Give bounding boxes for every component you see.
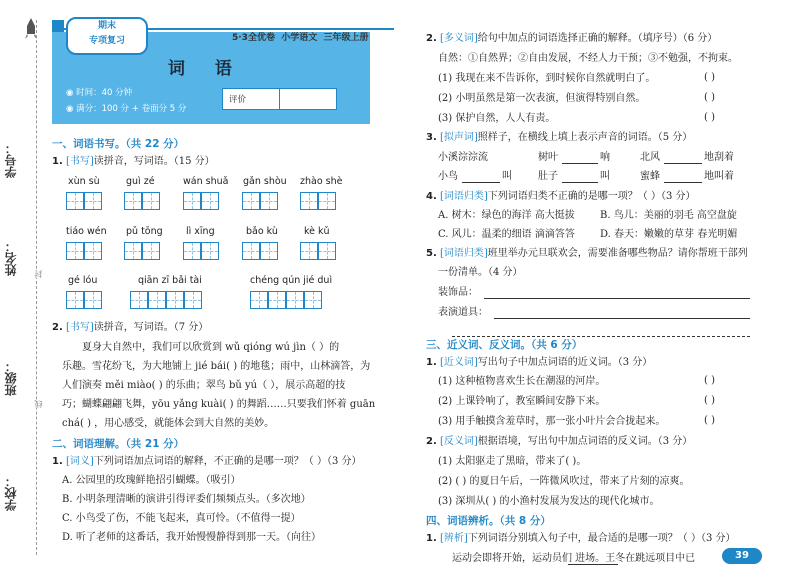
paragraph-line-5: chá( ) ，用心感受，就能体会到大自然的美妙。 <box>62 418 275 429</box>
pinyin-8: lì xīng <box>186 226 215 237</box>
answer-paren-1[interactable]: ( ) <box>704 72 715 83</box>
blank-5[interactable] <box>664 182 702 183</box>
pinyin-6: tiáo wén <box>66 226 107 237</box>
option-a: A. 公园里的玫瑰鲜艳招引蝴蝶。（吸引） <box>62 475 241 486</box>
blank-1[interactable] <box>562 163 598 164</box>
school-label: 学校： <box>4 475 18 511</box>
s3q2-s2: (2) ( ) 的夏日午后，一阵微风吹过，带来了片刻的凉爽。 <box>438 476 690 487</box>
s3q1-s1: (1) 这种植物喜欢生长在潮湿的河岸。 <box>438 376 606 387</box>
s3q1-s2: (2) 上课铃响了，教室瞬间安静下来。 <box>438 396 606 407</box>
ribbon-line1: 期末 <box>97 21 116 31</box>
ribbon-line2: 专项复习 <box>88 36 125 46</box>
answer-paren-2[interactable]: ( ) <box>704 92 715 103</box>
blank-2[interactable] <box>664 163 702 164</box>
option-d: D. 听了老师的这番话，我开始慢慢静得到那一天。（向往） <box>62 532 322 543</box>
blank-6[interactable] <box>568 564 618 565</box>
rocket-icon <box>25 18 37 40</box>
binding-sidebar <box>0 0 58 575</box>
right-q5-stem: 5. [词语归类]班里举办元旦联欢会，需要准备哪些物品？请你帮班干部列 <box>426 248 748 259</box>
right-q2-s1: (1) 我现在来不告诉你，到时候你自然就明白了。 <box>438 73 656 84</box>
answer-paren-3[interactable]: ( ) <box>704 112 715 123</box>
onoma-5-a: 蜜蜂 <box>640 171 660 182</box>
paragraph-line-3: 人们演奏 měi miào( ) 的乐曲；翠鸟 bǔ yú（ ），展示高超的技 <box>62 380 346 391</box>
right-q2-s3: (3) 保护自然，人人有责。 <box>438 113 556 124</box>
s3q2-s1: (1) 太阳驱走了黑暗，带来了( )。 <box>438 456 587 467</box>
q4-option-d: D. 春天：嫩嫩的草芽 春光明媚 <box>600 229 738 240</box>
props-label: 表演道具： <box>438 307 488 318</box>
props-line[interactable] <box>494 318 750 319</box>
right-q3-stem: 3. [拟声词]照样子，在横线上填上表示声音的词语。（5 分） <box>426 132 693 143</box>
onoma-4-a: 肚子 <box>538 171 558 182</box>
binding-dash-line <box>36 20 37 555</box>
answer-paren-4[interactable]: ( ) <box>704 375 715 386</box>
left-q2-stem: 2. [书写]读拼音，写词语。（7 分） <box>52 322 209 333</box>
onoma-example: 小溪淙淙流 <box>438 152 488 163</box>
student-no-label: 学号： <box>4 142 18 178</box>
s4q1-sentence: 运动会即将开始，运动员们 进场。王冬在跳远项目中已 <box>452 553 696 564</box>
page-title: 词 语 <box>168 59 244 79</box>
q4-option-c: C. 风儿：温柔的细语 滴滴答答 <box>438 229 575 240</box>
s3q2-s3: (3) 深圳从( ) 的小渔村发展为发达的现代化城市。 <box>438 496 660 507</box>
pinyin-11: gé lóu <box>68 275 98 286</box>
right-q2-s2: (2) 小明虽然是第一次表演，但演得特别自然。 <box>438 93 646 104</box>
pinyin-1: xùn sù <box>68 176 100 187</box>
left-q3-stem: 1. [词义]下列词语加点词语的解释，不正确的是哪一项？（ ）（3 分） <box>52 456 362 467</box>
right-q5-stem-2: 一份清单。（4 分） <box>438 267 523 278</box>
line-mark: 线 <box>34 400 43 408</box>
paragraph-line-1: 夏身大自然中，我们可以欣赏到 wǔ qióng wú jìn（ ）的 <box>82 342 340 353</box>
page-number-badge: 39 <box>722 548 762 564</box>
s3q1-stem: 1. [近义词]写出句子中加点词语的近义词。（3 分） <box>426 357 653 368</box>
blank-3[interactable] <box>462 182 500 183</box>
score-info: ◉ 满分：100 分 + 卷面分 5 分 <box>66 104 187 114</box>
series-label: 5·3全优卷 小学语文 三年级上册 <box>232 33 369 43</box>
q4-option-b: B. 鸟儿：美丽的羽毛 高空盘旋 <box>600 210 737 221</box>
option-b: B. 小明条理清晰的演讲引得评委们频频点头。（多次地） <box>62 494 311 505</box>
section1-title: 一、词语书写。（共 22 分） <box>52 138 185 150</box>
pinyin-10: kè kǔ <box>304 226 330 237</box>
pinyin-12: qiān zī bǎi tài <box>138 275 202 286</box>
s3q2-stem: 2. [反义词]根据语境，写出句中加点词语的反义词。（3 分） <box>426 436 693 447</box>
pinyin-5: zhào shè <box>300 176 343 187</box>
onoma-1-a: 树叶 <box>538 152 558 163</box>
onoma-3-a: 小鸟 <box>438 171 458 182</box>
s4q1-stem: 1. [辨析]下列词语分别填入句子中，最合适的是哪一项？（ ）（3 分） <box>426 533 736 544</box>
pinyin-7: pǔ tōng <box>126 226 163 237</box>
section2-title: 二、词语理解。（共 21 分） <box>52 438 185 450</box>
pinyin-9: bǎo kù <box>246 226 278 237</box>
onoma-2-b: 地刮着 <box>704 152 734 163</box>
definition-line: 自然：①自然界；②自由发展，不经人力干预；③不勉强，不拘束。 <box>438 53 738 64</box>
onoma-3-b: 叫 <box>502 171 512 182</box>
answer-paren-6[interactable]: ( ) <box>704 415 715 426</box>
option-c: C. 小鸟受了伤，不能飞起来，真可怜。（不值得一提） <box>62 513 301 524</box>
s3q1-s3: (3) 用手触摸含羞草时，那一张小叶片会合拢起来。 <box>438 416 666 427</box>
pinyin-13: chéng qún jié duì <box>250 275 333 286</box>
left-q1-stem: 1. [书写]读拼音，写词语。（15 分） <box>52 156 215 167</box>
onoma-4-b: 叫 <box>600 171 610 182</box>
decor-line[interactable] <box>484 298 750 299</box>
onoma-2-a: 北风 <box>640 152 660 163</box>
review-ribbon <box>66 17 148 55</box>
seal-mark: 封 <box>34 270 43 278</box>
section3-title: 三、近义词、反义词。（共 6 分） <box>426 339 583 351</box>
right-q2-stem: 2. [多义词]给句中加点的词语选择正确的解释。（填序号）（6 分） <box>426 33 718 44</box>
paragraph-line-4: 巧；蝴蝶翩翩飞舞，yōu yǎng kuài( ) 的舞蹈……只要我们怀着 guān <box>62 399 376 410</box>
q4-option-a: A. 树木：绿色的海洋 高大挺拔 <box>438 210 575 221</box>
pinyin-4: gǎn shòu <box>243 176 287 187</box>
clock-icon: ◉ <box>66 88 77 98</box>
onoma-5-b: 地叫着 <box>704 171 734 182</box>
answer-paren-5[interactable]: ( ) <box>704 395 715 406</box>
badge-icon: ◉ <box>66 104 77 114</box>
header-corner <box>52 20 64 32</box>
right-q4-stem: 4. [词语归类]下列词语归类不正确的是哪一项？（ ）（3 分） <box>426 191 696 202</box>
time-info: ◉ 时间：40 分钟 <box>66 88 133 98</box>
blank-4[interactable] <box>562 182 598 183</box>
section4-title: 四、词语辨析。（共 8 分） <box>426 515 551 527</box>
pinyin-2: guì zé <box>126 176 155 187</box>
pinyin-3: wán shuǎ <box>183 176 229 187</box>
decor-label: 装饰品： <box>438 287 478 298</box>
onoma-1-b: 响 <box>600 152 610 163</box>
paragraph-line-2: 乐趣。雪花纷飞，为大地铺上 jié bái( ) 的地毯；雨中，山林滴答，为 <box>62 361 371 372</box>
evaluation-box: 评价 <box>222 88 337 110</box>
name-label: 姓名： <box>4 240 18 276</box>
class-label: 班级： <box>4 360 18 396</box>
